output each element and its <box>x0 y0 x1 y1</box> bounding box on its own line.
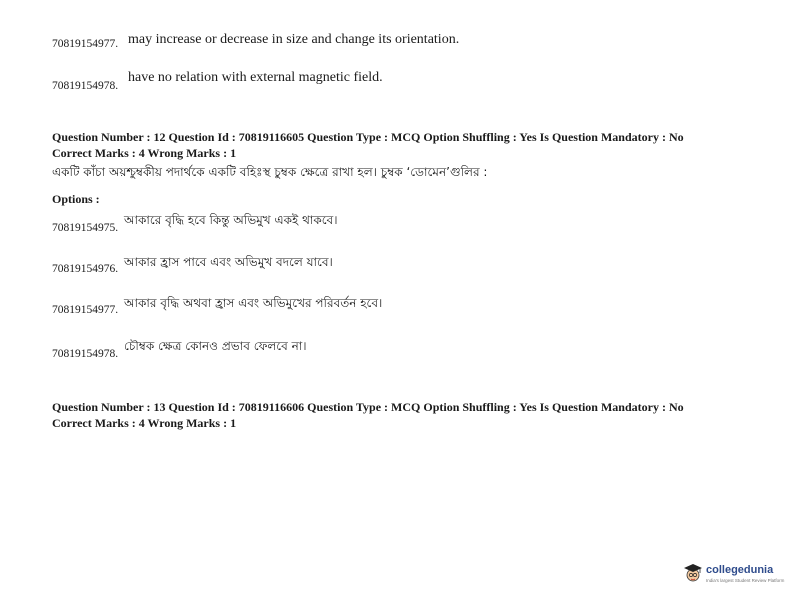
question-12-marks: Correct Marks : 4 Wrong Marks : 1 <box>52 146 237 160</box>
question-12-text: একটি কাঁচা অয়শ্চুম্বকীয় পদার্থকে একটি বহিঃস্থ চুম্বক ক্ষেত্রে রাখা হল। চুম্বক ‘ডোমেন’গুলির : <box>52 165 488 179</box>
question-13-marks: Correct Marks : 4 Wrong Marks : 1 <box>52 416 237 430</box>
option-text: আকারে বৃদ্ধি হবে কিন্তু অভিমুখ একই থাকবে। <box>124 213 338 227</box>
logo-name: collegedunia <box>706 564 774 576</box>
option-text: চৌম্বক ক্ষেত্র কোনও প্রভাব ফেলবে না। <box>124 339 307 353</box>
option-text: আকার বৃদ্ধি অথবা হ্রাস এবং অভিমুখের পরিবর্তন হবে। <box>124 296 383 310</box>
collegedunia-logo <box>682 560 785 590</box>
graduate-cap-icon <box>682 562 704 584</box>
option-id: 70819154977. <box>52 38 119 50</box>
question-13-header: Question Number : 13 Question Id : 70819116606 Question Type : MCQ Option Shuffling : Yes Is Question Mandatory : No <box>52 400 684 414</box>
option-text: have no relation with external magnetic field. <box>128 70 383 85</box>
option-id: 70819154978. <box>52 348 119 360</box>
question-12-header: Question Number : 12 Question Id : 70819116605 Question Type : MCQ Option Shuffling : Yes Is Question Mandatory : No <box>52 130 684 144</box>
option-id: 70819154976. <box>52 263 119 275</box>
option-id: 70819154975. <box>52 222 119 234</box>
option-text: may increase or decrease in size and change its orientation. <box>128 32 460 47</box>
option-text: আকার হ্রাস পাবে এবং অভিমুখ বদলে যাবে। <box>124 255 333 269</box>
logo-tagline: India's largest Student Review Platform <box>706 578 785 583</box>
option-id: 70819154978. <box>52 80 119 92</box>
option-id: 70819154977. <box>52 304 119 316</box>
options-label: Options : <box>52 192 100 206</box>
